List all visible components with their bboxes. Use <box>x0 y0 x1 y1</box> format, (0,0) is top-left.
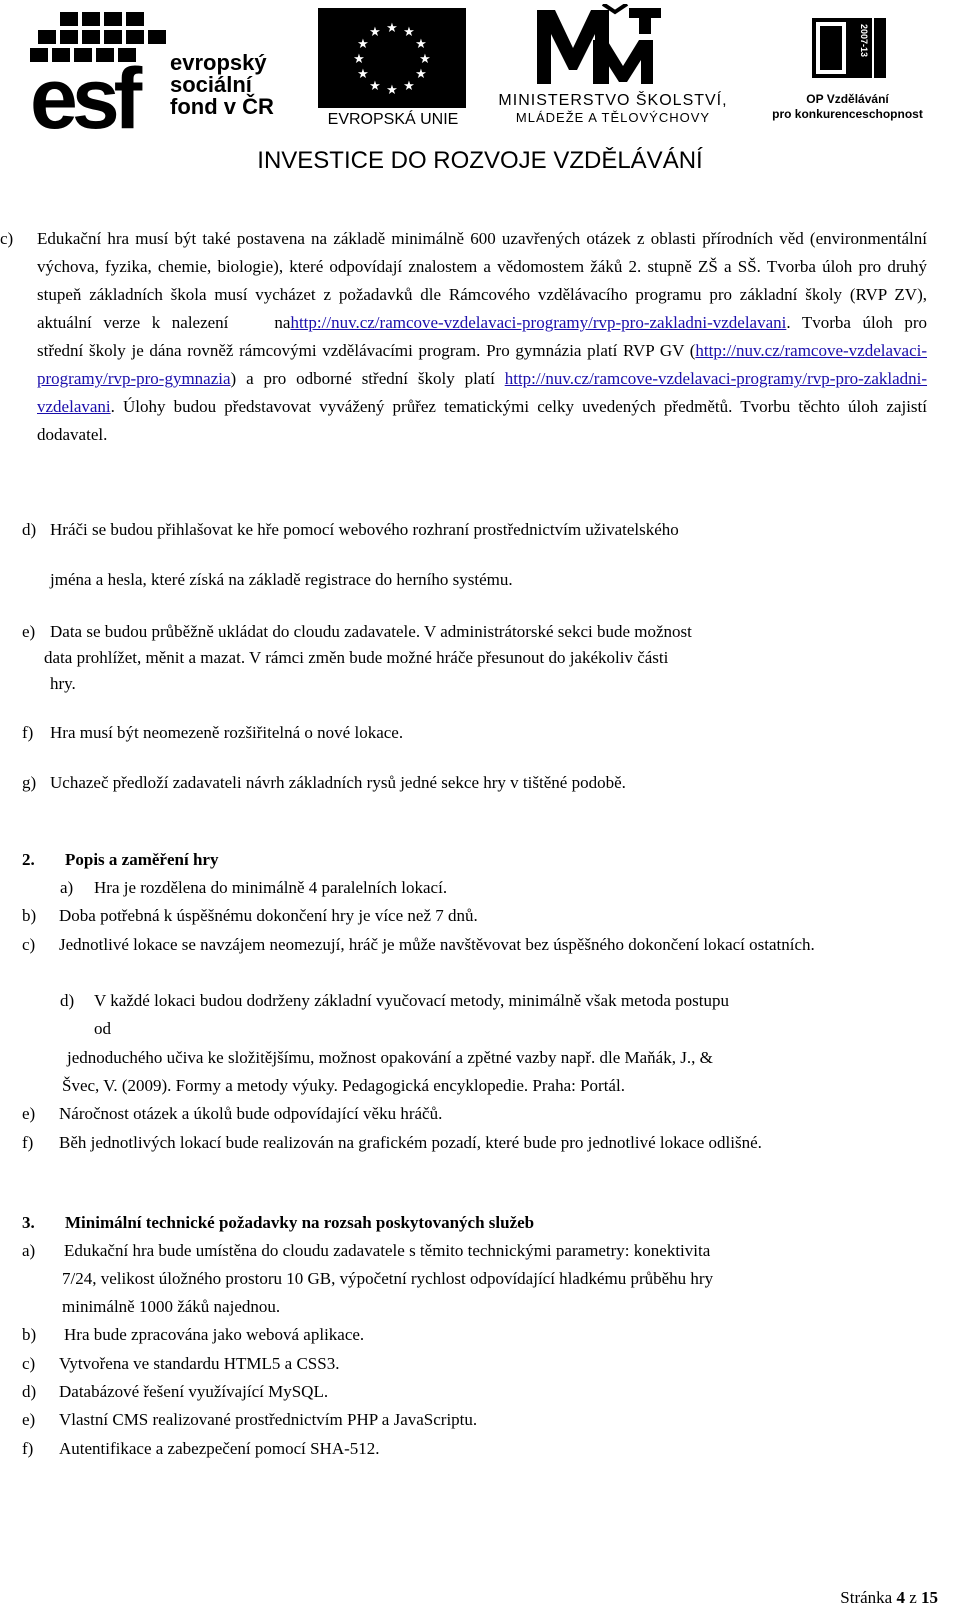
s2-f-label: f) <box>22 1133 34 1152</box>
svg-text:★: ★ <box>357 37 369 52</box>
footer-page-number: 4 <box>896 1588 905 1607</box>
op-vk-logo <box>755 14 940 122</box>
item-d-line-2: jména a hesla, které získá na základě registrace do herního systému. <box>50 570 513 589</box>
item-c-text-3: ) a pro odborné střední školy platí <box>230 369 495 388</box>
item-e-line-1: Data se budou průběžně ukládat do cloudu zadavatele. V administrátorské sekci bude možnost <box>50 622 692 641</box>
op-line-2: pro konkurenceschopnost <box>772 107 923 121</box>
item-c-text-2: . Tvorba úloh pro střední školy je dána rovněž rámcovými vzdělávacími program. Pro gymnázia platí RVP GV ( <box>37 313 928 360</box>
svg-text:★: ★ <box>415 67 427 82</box>
item-f-text: Hra musí být neomezeně rozšiřitelná o nové lokace. <box>50 723 404 742</box>
item-c-label: c) <box>0 229 14 248</box>
svg-text:★: ★ <box>415 37 427 52</box>
s2-d-line-2: od <box>94 1019 111 1038</box>
op-line-1: OP Vzdělávání <box>806 92 889 106</box>
msmt-logo-mark <box>533 4 673 86</box>
eu-label: EVROPSKÁ UNIE <box>327 111 459 128</box>
section-2-title: Popis a zaměření hry <box>65 850 219 869</box>
rvp-sos-link[interactable]: http://nuv.cz/ramcove-vzdelavaci-programy/rvp-pro-zakladni-vzdelavani <box>37 369 928 416</box>
item-g-text: Uchazeč předloží zadavateli návrh základních rysů jedné sekce hry v tištěné podobě. <box>50 773 626 792</box>
footer-page-total: 15 <box>921 1588 938 1607</box>
section-3-number: 3. <box>22 1213 35 1232</box>
item-e-line-3: hry. <box>50 674 76 693</box>
svg-text:★: ★ <box>403 25 415 40</box>
s2-e-label: e) <box>22 1104 36 1123</box>
svg-text:★: ★ <box>386 21 398 36</box>
s2-a-text: Hra je rozdělena do minimálně 4 paralelních lokací. <box>94 878 448 897</box>
s2-a-label: a) <box>60 878 74 897</box>
svg-text:★: ★ <box>353 52 365 67</box>
op-vk-logo-mark <box>808 14 888 92</box>
item-c-paragraph <box>37 225 927 449</box>
s3-a-line-1: Edukační hra bude umístěna do cloudu zadavatele s těmito technickými parametry: konektivita <box>64 1241 711 1260</box>
s3-b-text: Hra bude zpracována jako webová aplikace. <box>64 1325 365 1344</box>
msmt-line-2: MLÁDEŽE A TĚLOVÝCHOVY <box>515 110 711 125</box>
svg-text:★: ★ <box>357 67 369 82</box>
s3-a-line-3: minimálně 1000 žáků najednou. <box>62 1297 281 1316</box>
svg-text:★: ★ <box>419 52 431 67</box>
item-g-label: g) <box>22 773 37 792</box>
s3-d-label: d) <box>22 1382 37 1401</box>
section-2-number: 2. <box>22 850 35 869</box>
s3-c-text: Vytvořena ve standardu HTML5 a CSS3. <box>59 1354 340 1373</box>
s3-b-label: b) <box>22 1325 37 1344</box>
s2-d-line-1: V každé lokaci budou dodrženy základní vyučovací metody, minimálně však metoda postupu <box>94 991 729 1010</box>
s2-b-text: Doba potřebná k úspěšnému dokončení hry je více než 7 dnů. <box>59 906 478 925</box>
s2-d-line-3: jednoduchého učiva ke složitějšímu, možnost opakování a zpětné vazby např. dle Maňák, J., & <box>67 1048 713 1067</box>
op-years-text: 2007-13 <box>858 24 869 58</box>
item-e-label: e) <box>22 622 36 641</box>
s2-e-text: Náročnost otázek a úkolů bude odpovídající věku hráčů. <box>59 1104 443 1123</box>
item-e-line-2: data prohlížet, měnit a mazat. V rámci změn bude možné hráče přesunout do jakékoliv části <box>44 648 669 667</box>
esf-line-2: sociální <box>170 72 252 97</box>
item-c-text-4: . Úlohy budou představovat vyvážený průřez tematickými celky uvedených předmětů. Tvorbu těchto úloh zajistí dodavatel. <box>37 397 927 444</box>
eu-flag-icon <box>318 8 466 108</box>
s3-a-label: a) <box>22 1241 36 1260</box>
s2-c-text: Jednotlivé lokace se navzájem neomezují, hráč je může navštěvovat bez úspěšného dokončení lokací ostatních. <box>59 935 815 954</box>
svg-text:★: ★ <box>369 79 381 94</box>
eu-logo <box>318 8 468 130</box>
section-3-title: Minimální technické požadavky na rozsah poskytovaných služeb <box>65 1213 535 1232</box>
footer-prefix: Stránka <box>840 1588 893 1607</box>
s3-d-text: Databázové řešení využívající MySQL. <box>59 1382 329 1401</box>
s3-f-label: f) <box>22 1439 34 1458</box>
msmt-line-1: MINISTERSTVO ŠKOLSTVÍ, <box>498 92 728 109</box>
svg-text:★: ★ <box>369 25 381 40</box>
page-footer <box>840 1584 938 1612</box>
item-f-label: f) <box>22 723 34 742</box>
s2-b-label: b) <box>22 906 37 925</box>
esf-logo-text <box>170 52 274 118</box>
svg-text:esf: esf <box>30 51 137 130</box>
s3-e-text: Vlastní CMS realizované prostřednictvím PHP a JavaScriptu. <box>59 1410 478 1429</box>
rvp-zv-link[interactable]: http://nuv.cz/ramcove-vzdelavaci-programy/rvp-pro-zakladni-vzdelavani <box>290 313 787 332</box>
esf-line-3: fond v ČR <box>170 94 274 119</box>
footer-of: z <box>909 1588 917 1607</box>
rvp-gv-link[interactable]: http://nuv.cz/ramcove-vzdelavaci-programy/rvp-pro-gymnazia <box>37 341 927 388</box>
s3-f-text: Autentifikace a zabezpečení pomocí SHA-512. <box>59 1439 380 1458</box>
page-header <box>0 0 960 185</box>
svg-text:★: ★ <box>403 79 415 94</box>
item-d-label: d) <box>22 520 37 539</box>
s3-c-label: c) <box>22 1354 36 1373</box>
s2-f-text: Běh jednotlivých lokací bude realizován na grafickém pozadí, které bude pro jednotlivé lokace odlišné. <box>59 1133 762 1152</box>
svg-text:★: ★ <box>386 83 398 98</box>
investice-banner: INVESTICE DO ROZVOJE VZDĚLÁVÁNÍ <box>257 147 703 174</box>
msmt-logo <box>483 4 743 126</box>
s2-c-label: c) <box>22 935 36 954</box>
s2-d-label: d) <box>60 991 75 1010</box>
esf-line-1: evropský <box>170 50 267 75</box>
s3-e-label: e) <box>22 1410 36 1429</box>
item-c-text-1: Edukační hra musí být také postavena na základě minimálně 600 uzavřených otázek z oblasti přírodních věd (environmentální výchova, fyzika, chemie, biologie), které odpovídají znalostem a vědomostem žáků 2. stupně ZŠ a SŠ. Tvorba úloh pro druhý stupeň základních škola musí vycházet z požadavků dle Rámcového vzdělávacího programu pro základní školy (RVP ZV), aktuální verze k nalezení <box>37 229 927 332</box>
item-c-na: na <box>274 313 291 332</box>
item-d-line-1: Hráči se budou přihlašovat ke hře pomocí webového rozhraní prostřednictvím uživatelského <box>50 520 679 539</box>
s3-a-line-2: 7/24, velikost úložného prostoru 10 GB, výpočetní rychlost odpovídající hladkému průběhu hry <box>62 1269 714 1288</box>
s2-d-line-4: Švec, V. (2009). Formy a metody výuky. Pedagogická encyklopedie. Praha: Portál. <box>62 1076 625 1095</box>
